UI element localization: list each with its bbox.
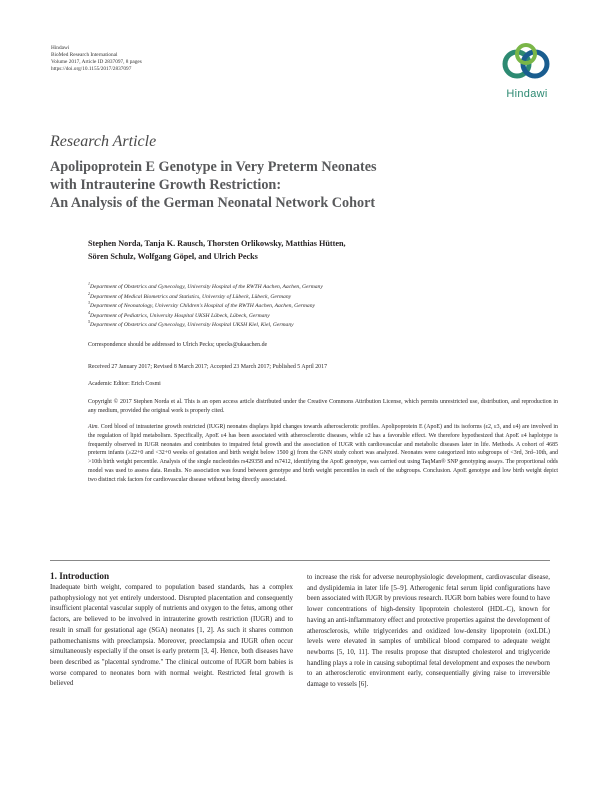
title-line: with Intrauterine Growth Restriction:: [50, 177, 282, 193]
logo-wordmark: Hindawi: [506, 88, 548, 100]
title-line: An Analysis of the German Neonatal Network Cohort: [50, 195, 376, 211]
abstract: [88, 423, 558, 485]
journal-info: [51, 45, 142, 73]
abstract-text: Cord blood of intrauterine growth restricted (IUGR) neonates displays lipid changes towards atherosclerotic profiles. Apolipoprotein E (ApoE) and its isoforms (ε2, ε3, and ε4) are involved in the regulation of lipid metabolism. Specifically, ApoE ε4 has been associated with atherosclerotic diseases, while ε2 has a favorable effect. We therefore hypothesized that ApoE ε4 haplotype is frequently observed in IUGR neonates and contributes to impaired fetal growth and the association of IUGR with cardiovascular and metabolic diseases later in life. Methods. A cohort of 4685 preterm infants (≥22+0 and <32+0 weeks of gestation and birth weight below 1500 g) from the GNN study cohort was analyzed. Neonates were categorized into subgroups of <3rd, 3rd–10th, and >10th birth weight percentile. Analysis of the single nucleotides rs429358 and rs7412, identifying the ApoE genotype, was carried out using TaqMan® SNP genotyping assays. The proportional odds model was used to assess data. Results. No association was found between genotype and birth weight percentiles in each of the subgroups. Conclusion. ApoE genotype and low birth weight depict two distinct risk factors for cardiovascular disease without being directly associated.: [88, 424, 558, 483]
volume-line: Volume 2017, Article ID 2837097, 8 pages: [51, 59, 142, 65]
affiliation: $^3$Department of Neonatology, University Children's Hospital of the RWTH Aachen, Aachen, Germany: [88, 301, 315, 309]
article-type: Research Article: [50, 133, 157, 150]
section-heading: 1. Introduction: [50, 571, 110, 581]
doi-link[interactable]: https://doi.org/10.1155/2017/2837097: [51, 66, 132, 72]
academic-editor: Academic Editor: Erich Cosmi: [88, 381, 161, 387]
body-column-left: Inadequate birth weight, compared to population based standards, has a complex pathophysiology not yet entirely understood. Disrupted placentation and consequently insufficient placental vascular supply of nutrients and oxygen to the fetus, among other factors, are believed to be involved in intrauterine growth restriction (IUGR) and to result in small for gestational age (SGA) neonates [1, 2]. As such it shares common pathomechanisms with preeclampsia. Moreover, preeclampsia and IUGR often occur simultaneously especially if the onset is early preterm [3, 4]. Hence, both diseases have been described as "placental syndrome." The clinical outcome of IUGR born babies is worse compared to neonates born with normal weight. Restricted fetal growth is believed: [50, 584, 293, 688]
affiliation: $^4$Department of Pediatrics, University Hospital UKSH Lübeck, Lübeck, Germany: [88, 310, 270, 319]
affiliation: $^2$Department of Medical Biometrics and Statistics, University of Lübeck, Lübeck, Germany: [88, 291, 292, 300]
hindawi-rings-icon: [494, 40, 558, 88]
author-list: [88, 238, 558, 263]
affiliation: $^5$Department of Obstetrics and Gynecology, University Hospital UKSH Kiel, Kiel, Germany: [88, 320, 294, 328]
title-line: Apolipoprotein E Genotype in Very Preterm Neonates: [50, 159, 377, 175]
affiliation: $^1$Department of Obstetrics and Gynecology, University Hospital of the RWTH Aachen, Aachen, Germany: [88, 282, 323, 290]
journal-name: BioMed Research International: [51, 52, 118, 58]
abstract-lead: Aim.: [88, 424, 99, 430]
copyright-notice: Copyright © 2017 Stephen Norda et al. This is an open access article distributed under the Creative Commons Attribution License, which permits unrestricted use, distribution, and reproduction in any medium, provided the original work is properly cited.: [88, 399, 558, 414]
publisher-name: Hindawi: [51, 45, 70, 51]
paper-title: [50, 158, 550, 212]
body-column-right: to increase the risk for adverse neurophysiologic development, cardiovascular disease, and dyslipidemia in later life [5–9]. Atherogenic fetal serum lipid configurations have been associated with IUGR by previous research. IUGR born babies were found to have lower concentrations of high-density lipoprotein cholesterol (HDL-C), known for having an anti-inflammatory effect and protective properties against the development of atherosclerosis, while triglycerides and oxidized low-density lipoprotein (oxLDL) levels were elevated in samples of umbilical blood compared to adequate weight newborns [5, 10, 11]. The results propose that disrupted cholesterol and triglyceride handling plays a role in causing suboptimal fetal development and exposes the newborn to an atherosclerotic environment early, consequentially giving raise to irreversible damage to vessels [6].: [307, 574, 551, 689]
affiliations: [88, 283, 558, 331]
correspondence: Correspondence should be addressed to Ulrich Pecks; upecks@ukaachen.de: [88, 342, 268, 348]
section-divider: [50, 560, 550, 561]
publication-dates: Received 27 January 2017; Revised 8 March 2017; Accepted 23 March 2017; Published 5 April 2017: [88, 364, 328, 370]
author-line: Stephen Norda, Tanja K. Rausch, Thorsten Orlikowsky, Matthias Hütten,: [88, 239, 346, 248]
author-line: Sören Schulz, Wolfgang Göpel, and Ulrich Pecks: [88, 251, 258, 261]
